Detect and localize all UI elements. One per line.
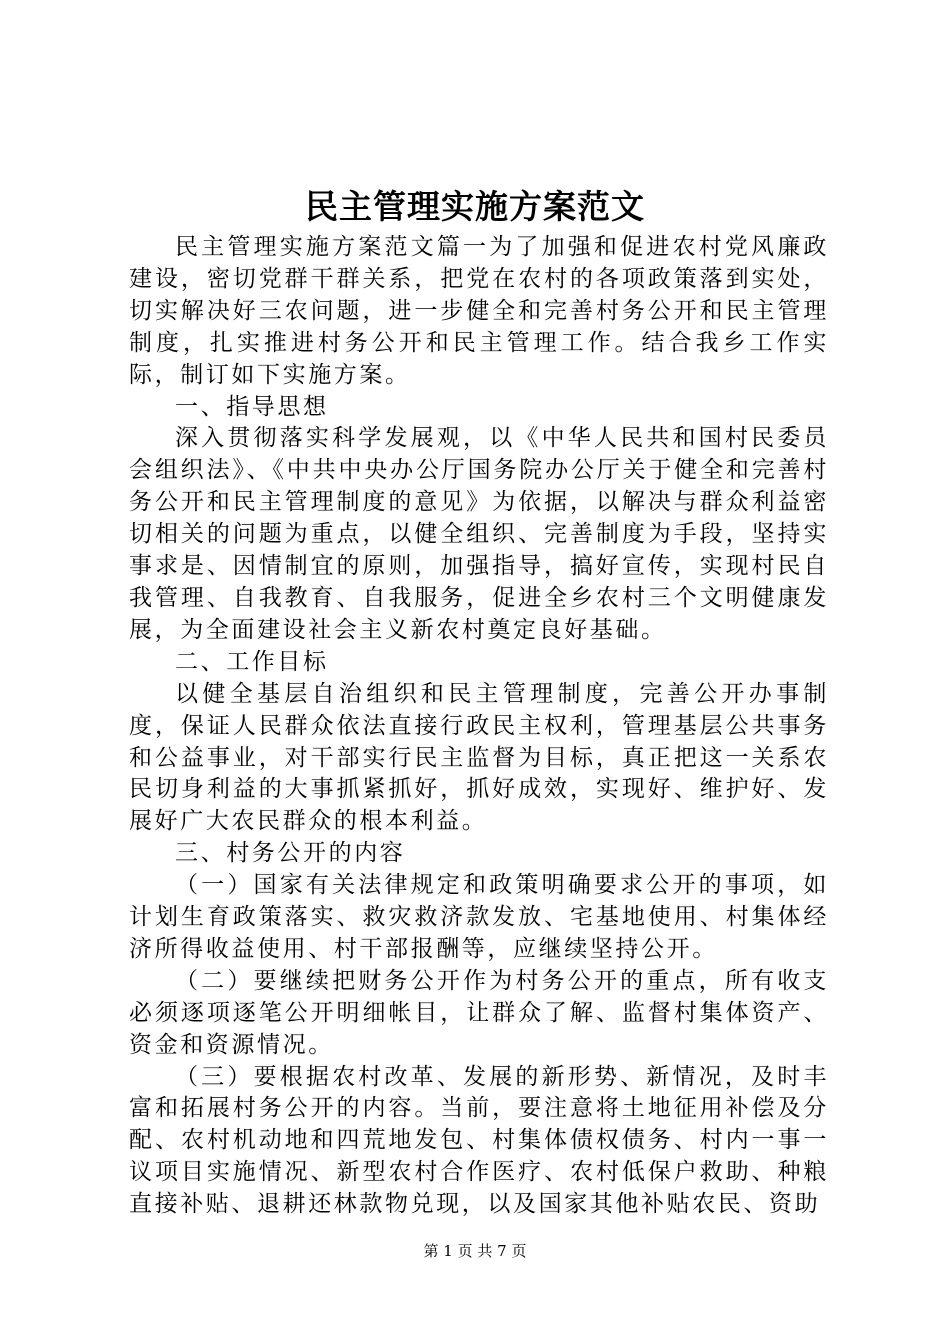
paragraph-intro: 民主管理实施方案范文篇一为了加强和促进农村党风廉政建设，密切党群干群关系，把党在农村的各项政策落到实处，切实解决好三农问题，进一步健全和完善村务公开和民主管理制度，扎实推进村务公开和民主管理工作。结合我乡工作实际，制订如下实施方案。 xyxy=(129,234,829,388)
paragraph-item-2: （二）要继续把财务公开作为村务公开的重点，所有收支必须逐项逐笔公开明细帐目，让群众了解、监督村集体资产、资金和资源情况。 xyxy=(129,967,829,1058)
paragraph-item-3: （三）要根据农村改革、发展的新形势、新情况，及时丰富和拓展村务公开的内容。当前，要注意将土地征用补偿及分配、农村机动地和四荒地发包、村集体债权债务、村内一事一议项目实施情况、新型农村合作医疗、农村低保户救助、种粮直接补贴、退耕还林款物兑现，以及国家其他补贴农民、资助 xyxy=(129,1063,829,1218)
section-heading-work-goals: 二、工作目标 xyxy=(175,648,329,675)
section-heading-guiding-ideology: 一、指导思想 xyxy=(175,393,329,420)
paragraph-work-goals: 以健全基层自治组织和民主管理制度，完善公开办事制度，保证人民群众依法直接行政民主权利，管理基层公共事务和公益事业，对干部实行民主监督为目标，真正把这一关系农民切身利益的大事抓紧抓好，抓好成效，实现好、维护好、发展好广大农民群众的根本利益。 xyxy=(129,680,829,835)
paragraph-guiding-ideology: 深入贯彻落实科学发展观，以《中华人民共和国村民委员会组织法》、《中共中央办公厅国务院办公厅关于健全和完善村务公开和民主管理制度的意见》为依据，以解决与群众利益密切相关的问题为重点，以健全组织、完善制度为手段，坚持实事求是、因情制宜的原则，加强指导，搞好宣传，实现村民自我管理、自我教育、自我服务，促进全乡农村三个文明健康发展，为全面建设社会主义新农村奠定良好基础。 xyxy=(129,425,829,643)
paragraph-item-1: （一）国家有关法律规定和政策明确要求公开的事项，如计划生育政策落实、救灾救济款发放、宅基地使用、村集体经济所得收益使用、村干部报酬等，应继续坚持公开。 xyxy=(129,872,829,962)
page-footer: 第 1 页 共 7 页 xyxy=(423,1242,527,1260)
section-heading-disclosure-content: 三、村务公开的内容 xyxy=(175,840,406,867)
document-title: 民主管理实施方案范文 xyxy=(305,187,645,226)
document-body xyxy=(129,232,829,1221)
